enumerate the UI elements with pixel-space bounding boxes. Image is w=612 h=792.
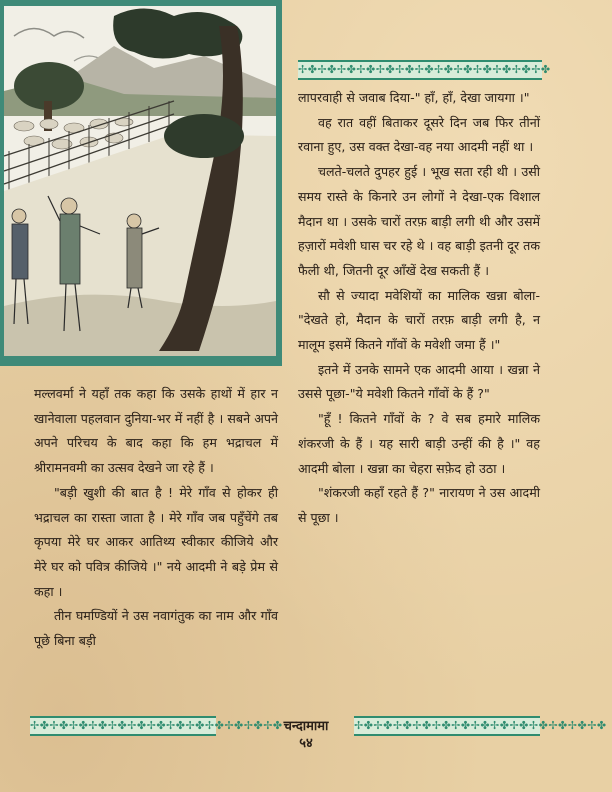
- paragraph: मल्लवर्मा ने यहाँ तक कहा कि उसके हाथों में हार न खानेवाला पहलवान दुनिया-भर में नहीं है । सबने अपने अपने परिचय के बाद कहा कि हम भद्राचल में श्रीरामनवमी का उत्सव देखने जा रहे हैं ।: [34, 386, 278, 476]
- paragraph: वह रात वहीं बिताकर दूसरे दिन जब फिर तीनों रवाना हुए, उस वक्त देखा-वह नया आदमी नहीं था ।: [298, 114, 540, 155]
- top-ornament-border: ✢✤✢✤✢✤✢✤✢✤✢✤✢✤✢✤✢✤✢✤✢✤✢✤✢✤: [298, 60, 542, 80]
- left-text-column: [34, 382, 278, 654]
- illustration-drawing: [4, 6, 276, 356]
- paragraph: तीन घमण्डियों ने उस नवागंतुक का नाम और गाँव पूछे बिना बड़ी: [34, 608, 278, 649]
- page-number: ५४: [299, 736, 313, 751]
- magazine-title: चन्दामामा: [283, 719, 329, 734]
- paragraph: लापरवाही से जवाब दिया-" हाँ, हाँ, देखा जायगा ।": [298, 90, 530, 105]
- paragraph: "हूँ ! कितने गाँवों के ? वे सब हमारे मालिक शंकरजी के हैं । यह सारी बाड़ी उन्हीं की है ।" वह आदमी बोला । खन्ना का चेहरा सफ़ेद हो उठा ।: [298, 411, 540, 476]
- bottom-right-ornament-border: ✢✤✢✤✢✤✢✤✢✤✢✤✢✤✢✤✢✤✢✤✢✤✢✤✢✤: [354, 716, 540, 736]
- bottom-left-ornament-border: ✢✤✢✤✢✤✢✤✢✤✢✤✢✤✢✤✢✤✢✤✢✤✢✤✢✤: [30, 716, 216, 736]
- paragraph: सौ से ज्यादा मवेशियों का मालिक खन्ना बोला-"देखते हो, मैदान के चारों तरफ़ बाड़ी लगी है, न मालूम इसमें कितने गाँवों के मवेशी जमा हैं ।": [298, 287, 540, 353]
- paragraph: "बड़ी खुशी की बात है ! मेरे गाँव से होकर ही भद्राचल का रास्ता जाता है । मेरे गाँव जब पहुँचेंगे तब कृपया मेरे घर आकर आतिथ्य स्वीकार कीजिये और मेरे घर को पवित्र कीजिये ।" नये आदमी ने बड़े प्रेम से कहा ।: [34, 484, 278, 599]
- paragraph: चलते-चलते दुपहर हुई । भूख सता रही थी । उसी समय रास्ते के किनारे उन लोगों ने देखा-एक विशाल मैदान था । उसके चारों तरफ़ बाड़ी लगी थी और उसमें हज़ारों मवेशी घास चर रहे थे । वह बाड़ी इतनी दूर तक फैली थी, जितनी दूर आँखें देख सकती हैं ।: [298, 164, 540, 278]
- paragraph: इतने में उनके सामने एक आदमी आया । खन्ना ने उससे पूछा-"ये मवेशी कितने गाँवों के हैं ?": [298, 361, 540, 402]
- right-text-column: [298, 86, 540, 531]
- paragraph: "शंकरजी कहाँ रहते हैं ?" नारायण ने उस आदमी से पूछा ।: [298, 485, 540, 525]
- story-illustration: [0, 0, 282, 366]
